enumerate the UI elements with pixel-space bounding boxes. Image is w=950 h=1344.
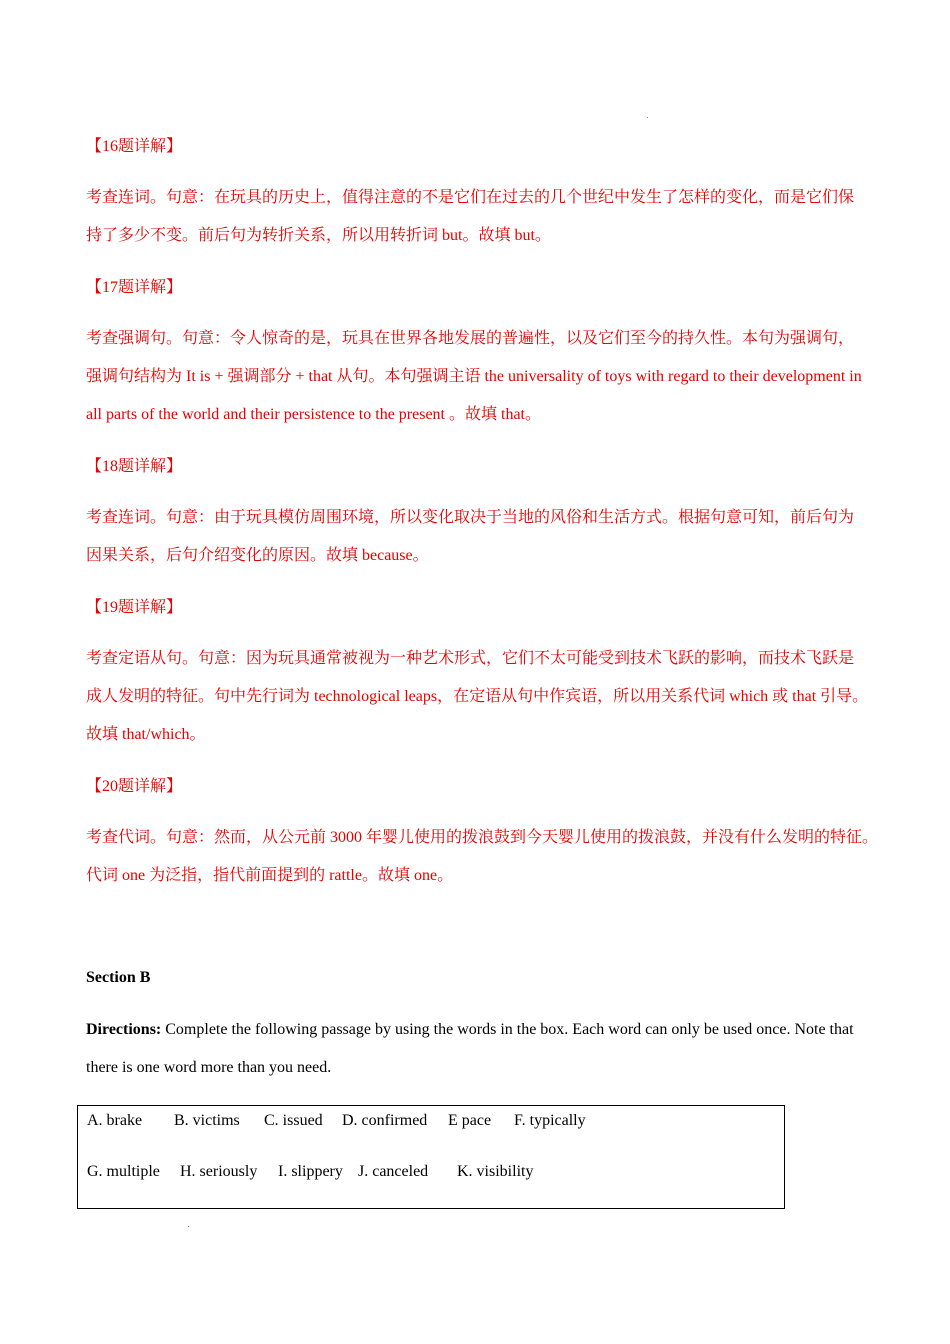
word-option-g: G. multiple [87, 1163, 160, 1180]
directions-text-2: there is one word more than you need. [86, 1059, 332, 1076]
explanation-heading-18: 【18题详解】 [86, 458, 183, 475]
word-option-k: K. visibility [457, 1163, 534, 1180]
explanation-heading-17: 【17题详解】 [86, 279, 183, 296]
explanation-body-20 [86, 819, 916, 895]
word-option-h: H. seriously [180, 1163, 258, 1180]
word-option-a: A. brake [87, 1112, 143, 1129]
explanation-line: 考查代词。句意：然而，从公元前 3000 年婴儿使用的拨浪鼓到今天婴儿使用的拨浪鼓，并没有什么发明的特征。 [86, 829, 879, 846]
word-option-j: J. canceled [358, 1163, 429, 1180]
explanation-body-18 [86, 499, 916, 575]
explanation-line: 代词 one 为泛指，指代前面提到的 rattle。故填 one。 [86, 867, 454, 884]
scan-speck [188, 1226, 189, 1227]
word-bank-box [77, 1105, 785, 1209]
explanation-heading-16: 【16题详解】 [86, 138, 183, 155]
explanation-line: 考查定语从句。句意：因为玩具通常被视为一种艺术形式，它们不太可能受到技术飞跃的影响，而技术飞跃是 [86, 650, 855, 667]
section-b-title: Section B [86, 969, 151, 986]
explanation-line: 故填 that/which。 [86, 726, 206, 743]
explanation-line: 成人发明的特征。句中先行词为 technological leaps，在定语从句中作宾语，所以用关系代词 which 或 that 引导。 [86, 688, 869, 705]
explanation-line: 考查强调句。句意：令人惊奇的是，玩具在世界各地发展的普遍性，以及它们至今的持久性。本句为强调句， [86, 330, 855, 347]
word-option-f: F. typically [514, 1112, 586, 1129]
explanation-heading-19: 【19题详解】 [86, 599, 183, 616]
directions-label: Directions: [86, 1021, 162, 1038]
explanation-line: 强调句结构为 It is + 强调部分 + that 从句。本句强调主语 the universality of toys with regard to their development in [86, 368, 862, 385]
word-option-c: C. issued [264, 1112, 323, 1129]
word-option-d: D. confirmed [342, 1112, 428, 1129]
explanation-line: 考查连词。句意：在玩具的历史上，值得注意的不是它们在过去的几个世纪中发生了怎样的变化，而是它们保 [86, 189, 855, 206]
section-b-directions [86, 1011, 916, 1087]
scan-speck [647, 117, 648, 118]
explanation-body-17 [86, 320, 916, 434]
explanation-body-16 [86, 179, 916, 255]
directions-text-1: Complete the following passage by using the words in the box. Each word can only be used once. Note that [161, 1021, 854, 1038]
explanation-body-19 [86, 640, 916, 754]
directions-line-1 [86, 1011, 916, 1049]
explanation-line: all parts of the world and their persistence to the present 。故填 that。 [86, 406, 541, 423]
explanation-line: 考查连词。句意：由于玩具模仿周围环境，所以变化取决于当地的风俗和生活方式。根据句意可知，前后句为 [86, 509, 855, 526]
word-option-b: B. victims [174, 1112, 240, 1129]
explanation-line: 持了多少不变。前后句为转折关系，所以用转折词 but。故填 but。 [86, 227, 551, 244]
explanation-heading-20: 【20题详解】 [86, 778, 183, 795]
word-option-i: I. slippery [278, 1163, 343, 1180]
word-option-e: E pace [448, 1112, 492, 1129]
explanation-line: 因果关系，后句介绍变化的原因。故填 because。 [86, 547, 429, 564]
